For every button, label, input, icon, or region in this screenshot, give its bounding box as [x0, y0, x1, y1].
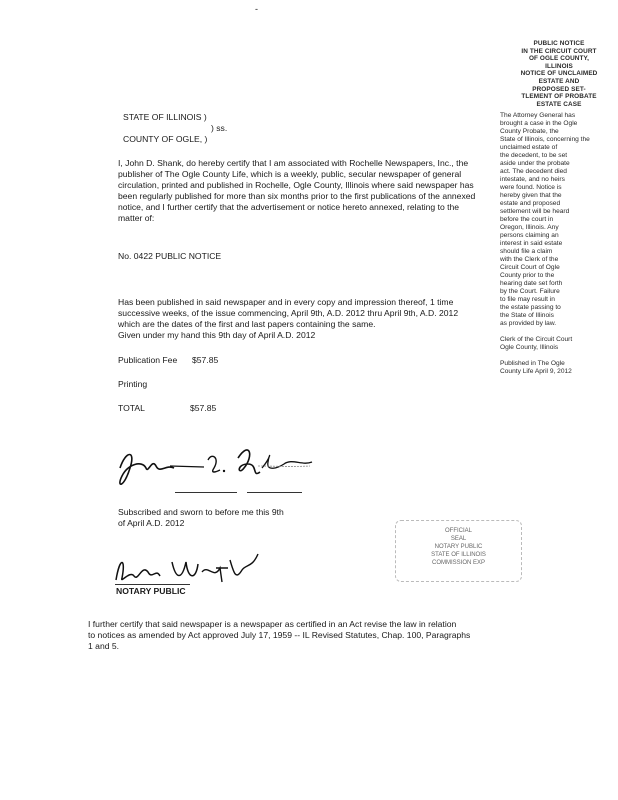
pub-line: Has been published in said newspaper and in every copy and impression thereof, 1 time — [118, 297, 454, 307]
clipping-head-line: TLEMENT OF PROBATE — [521, 93, 597, 101]
clipping-body-line: act. The decedent died — [500, 168, 567, 176]
footer-line: to notices as amended by Act approved July 17, 1959 -- IL Revised Statutes, Chap. 100, Paragraphs — [88, 630, 471, 640]
clipping-body — [500, 112, 618, 376]
clipping-body-line: interest in said estate — [500, 240, 563, 248]
clipping-body-line: hearing date set forth — [500, 280, 563, 288]
county-line: COUNTY OF OGLE, ) — [123, 134, 208, 144]
signature-line — [175, 492, 237, 493]
clipping-header — [500, 40, 618, 108]
clipping-body-line: Oregon, Illinois. Any — [500, 224, 559, 232]
clipping-head-line: NOTICE OF UNCLAIMED — [520, 70, 598, 78]
cert-line: circulation, printed and published in Rochelle, Ogle County, Illinois where said newspaper has — [118, 180, 474, 190]
cert-line: notice, and I further certify that the advertisement or notice hereto annexed, relating to the — [118, 202, 460, 212]
fee-printing-label: Printing — [118, 379, 148, 389]
clipping-body-line: settlement will be heard — [500, 208, 570, 216]
top-mark: - — [255, 4, 258, 14]
fee-publication-value: $57.85 — [192, 355, 219, 365]
stamp-line: NOTARY PUBLIC — [434, 544, 483, 550]
fee-publication-label: Publication Fee — [118, 355, 178, 365]
clipping-body-line: before the court in — [500, 216, 554, 224]
clipping-body-line: The Attorney General has — [500, 112, 576, 120]
publication-paragraph — [118, 297, 508, 341]
clipping-body-line: with the Clerk of the — [500, 256, 559, 264]
clipping-body-line: were found. Notice is — [500, 184, 562, 192]
stamp-line: OFFICIAL — [444, 528, 472, 534]
stamp-line: STATE OF ILLINOIS — [431, 552, 486, 558]
sworn-line: Subscribed and sworn to before me this 9th — [118, 507, 284, 517]
cert-line: I, John D. Shank, do hereby certify that I am associated with Rochelle Newspapers, Inc., the — [118, 158, 469, 168]
clipping-body-line: intestate, and no heirs — [500, 176, 565, 184]
certification-paragraph — [118, 158, 508, 224]
notary-line — [115, 584, 190, 585]
clipping-body-line: the estate passing to — [500, 304, 561, 312]
clipping-body-line: the State of Illinois — [500, 312, 554, 320]
pub-line: Given under my hand this 9th day of April A.D. 2012 — [118, 330, 316, 340]
clipping-body-line: Ogle County, Illinois — [500, 344, 559, 352]
clipping-head-line: PROPOSED SET- — [532, 85, 586, 93]
state-line: STATE OF ILLINOIS ) — [123, 112, 207, 122]
pub-line: successive weeks, of the issue commencing, April 9th, A.D. 2012 thru April 9th, A.D. 2012 — [118, 308, 459, 318]
clipping-body-line: as provided by law. — [500, 320, 557, 328]
clipping-body-line: County Life April 9, 2012 — [500, 368, 572, 376]
sworn-block — [118, 507, 378, 529]
clipping-head-line: ILLINOIS — [545, 62, 573, 70]
stamp-line: SEAL — [450, 536, 467, 542]
clipping-body-line: State of Illinois, concerning the — [500, 136, 590, 144]
signature-image — [112, 438, 322, 498]
clipping-body-line: estate and proposed — [500, 200, 561, 208]
signature-line — [247, 492, 302, 493]
notary-signature-image — [112, 550, 262, 588]
clipping-body-line: aside under the probate — [500, 160, 570, 168]
footer-line: I further certify that said newspaper is a newspaper as certified in an Act revise the law in relation — [88, 619, 457, 629]
clipping-head-line: ESTATE AND — [538, 77, 580, 85]
clipping-head-line: ESTATE CASE — [536, 100, 582, 108]
clipping-head-line: OF OGLE COUNTY, — [528, 55, 590, 63]
clipping-body-line: should file a claim — [500, 248, 553, 256]
fee-total-value: $57.85 — [190, 403, 217, 413]
notice-number: No. 0422 PUBLIC NOTICE — [118, 251, 222, 261]
clipping-body-line: to file may result in — [500, 296, 555, 304]
clipping-body-line: persons claiming an — [500, 232, 559, 240]
cert-line: publisher of The Ogle County Life, which is a weekly, public, secular newspaper of general — [118, 169, 462, 179]
clipping-body-line: Published in The Ogle — [500, 360, 565, 368]
clipping-body-line: unclaimed estate of — [500, 144, 558, 152]
notary-seal-stamp — [395, 520, 522, 582]
clipping-body-line: hereby given that the — [500, 192, 562, 200]
clipping-body-line: Circuit Court of Ogle — [500, 264, 560, 272]
clipping-body-line: County prior to the — [500, 272, 555, 280]
footer-paragraph — [88, 619, 518, 652]
clipping-body-line — [500, 352, 618, 360]
notary-public-label: NOTARY PUBLIC — [116, 586, 186, 596]
pub-line: which are the dates of the first and last papers containing the same. — [118, 319, 376, 329]
cert-line: matter of: — [118, 213, 155, 223]
venue-block — [123, 112, 323, 145]
clipping-head-line: IN THE CIRCUIT COURT — [521, 47, 597, 55]
footer-line: 1 and 5. — [88, 641, 120, 651]
clipping-body-line: Clerk of the Circuit Court — [500, 336, 573, 344]
clipping-body-line: by the Court. Failure — [500, 288, 560, 296]
ss-line: ) ss. — [211, 123, 228, 133]
clipping-body-line — [500, 328, 618, 336]
clipping-body-line: brought a case in the Ogle — [500, 120, 578, 128]
stamp-line: COMMISSION EXP — [431, 560, 485, 566]
cert-line: been regularly published for more than six months prior to the first publications of the annexed — [118, 191, 476, 201]
clipping-body-line: County Probate, the — [500, 128, 559, 136]
sworn-line: of April A.D. 2012 — [118, 518, 185, 528]
notice-clipping — [500, 40, 618, 460]
clipping-head-line: PUBLIC NOTICE — [533, 40, 585, 47]
fee-total-label: TOTAL — [118, 403, 145, 413]
clipping-body-line: the decedent, to be set — [500, 152, 568, 160]
